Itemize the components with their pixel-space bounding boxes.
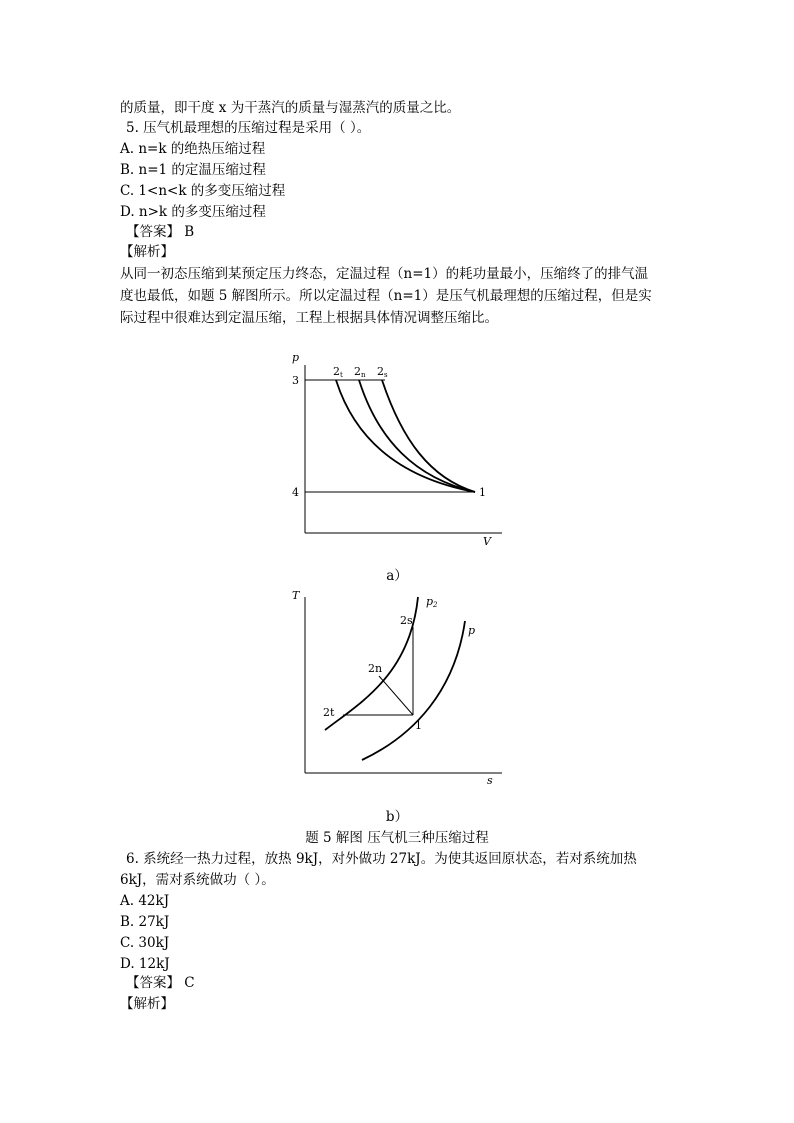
polytropic-curve [359, 380, 475, 492]
label-2t: 2t [333, 365, 343, 379]
option-a: A. n=k 的绝热压缩过程 [120, 141, 266, 157]
ts-diagram [280, 585, 510, 790]
label-3: 3 [292, 374, 299, 387]
label-2t: 2t [323, 706, 335, 719]
label-p: p [468, 624, 476, 637]
label-2s: 2s [400, 614, 413, 627]
axis-label-p: p [292, 351, 300, 364]
answer-label: 【答案】 B [126, 224, 195, 240]
option-c: C. 1<n<k 的多变压缩过程 [120, 183, 286, 199]
analysis-label: 【解析】 [120, 996, 174, 1012]
option-c: C. 30kJ [120, 935, 170, 951]
analysis-text: 从同一初态压缩到某预定压力终态，定温过程（n=1）的耗功量最小，压缩终了的排气温 [120, 266, 649, 282]
text-line: 的质量，即干度 x 为干蒸汽的质量与湿蒸汽的质量之比。 [120, 100, 461, 116]
option-d: D. 12kJ [120, 956, 170, 972]
label-4: 4 [292, 486, 299, 499]
analysis-text: 际过程中很难达到定温压缩，工程上根据具体情况调整压缩比。 [120, 310, 498, 326]
axis-label-V: V [483, 535, 491, 548]
label-1: 1 [479, 486, 486, 499]
analysis-text: 度也最低，如题 5 解图所示。所以定温过程（n=1）是压气机最理想的压缩过程，但是实 [120, 288, 652, 304]
adiabatic-curve [382, 380, 475, 492]
axis-label-s: s [487, 774, 493, 787]
label-2n: 2n [368, 662, 383, 675]
answer-label: 【答案】 C [126, 975, 195, 991]
question-6-cont: 6kJ，需对系统做功（ ）。 [120, 872, 275, 888]
polytropic-line [379, 676, 413, 715]
question-6: 6. 系统经一热力过程，放热 9kJ，对外做功 27kJ。为使其返回原状态，若对系统加热 [126, 851, 637, 867]
question-5: 5. 压气机最理想的压缩过程是采用（ ）。 [126, 120, 371, 136]
option-b: B. 27kJ [120, 914, 170, 930]
option-b: B. n=1 的定温压缩过程 [120, 162, 266, 178]
label-2s: 2s [377, 365, 388, 379]
figure-a-caption: a） [386, 568, 408, 584]
figure-b-caption: b） [385, 809, 409, 825]
label-p2: p2 [426, 595, 438, 609]
isothermal-curve [336, 380, 475, 492]
analysis-label: 【解析】 [120, 244, 174, 260]
option-d: D. n>k 的多变压缩过程 [120, 204, 266, 220]
pv-diagram [280, 345, 510, 550]
figure-caption: 题 5 解图 压气机三种压缩过程 [305, 830, 489, 846]
label-2n: 2n [354, 365, 366, 379]
label-1: 1 [415, 719, 422, 732]
axis-label-T: T [292, 589, 300, 602]
option-a: A. 42kJ [120, 893, 170, 909]
